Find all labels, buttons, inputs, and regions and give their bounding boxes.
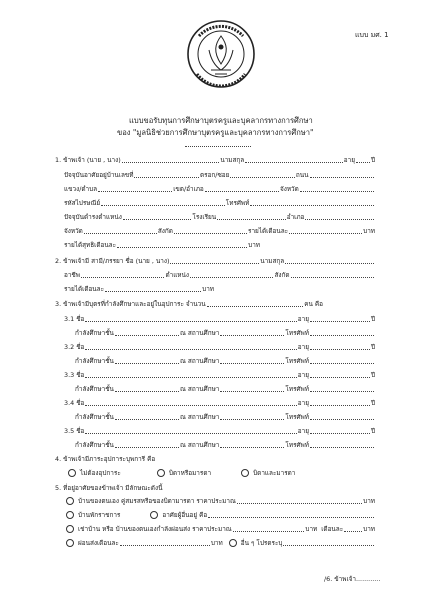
s5-opt1-unit: บาท bbox=[363, 497, 375, 505]
s1-position-field[interactable] bbox=[123, 213, 192, 220]
s4-opt3-label: บิดาและมารดา bbox=[253, 469, 296, 477]
child-row-b bbox=[75, 357, 375, 365]
child-phone-field[interactable] bbox=[310, 441, 374, 448]
child-row-b bbox=[75, 413, 375, 421]
s1-age-field[interactable] bbox=[356, 156, 370, 163]
child-phone-label: โทรศัพท์ bbox=[285, 329, 309, 337]
s1-income-label: รายได้เดือนละ bbox=[248, 227, 289, 235]
s1-row3 bbox=[64, 185, 375, 193]
s4-opt3[interactable] bbox=[241, 469, 295, 477]
s2-surname-field[interactable] bbox=[285, 257, 374, 264]
s1-baht-label: บาท bbox=[363, 227, 375, 235]
s5-text: ที่อยู่อาศัยของข้าพเจ้า มีลักษณะดังนี้ bbox=[63, 484, 163, 492]
s1-age-label: อายุ bbox=[343, 156, 355, 164]
s1-row1 bbox=[55, 156, 375, 164]
s1-row4 bbox=[64, 199, 375, 207]
s2-surname-label: นามสกุล bbox=[260, 257, 285, 265]
child-phone-label: โทรศัพท์ bbox=[285, 385, 309, 393]
s1-amphoe-label: อำเภอ bbox=[286, 213, 305, 221]
s5-opt4-unit: บาท bbox=[210, 539, 223, 547]
child-age-field[interactable] bbox=[310, 427, 370, 434]
s3-num: 3. bbox=[55, 300, 62, 308]
s2-row1 bbox=[55, 257, 375, 265]
foundation-logo bbox=[185, 14, 257, 96]
s5-heading bbox=[55, 484, 162, 492]
s1-subdistrict-label: แขวง/ตำบล bbox=[64, 185, 98, 193]
s2-occupation-label: อาชีพ bbox=[64, 271, 80, 279]
child-idx: 3.5 bbox=[64, 427, 75, 435]
s3-count-field[interactable] bbox=[207, 300, 304, 307]
s1-net-income-label: รายได้สุทธิเดือนละ bbox=[64, 241, 117, 249]
radio-circle-icon[interactable] bbox=[66, 525, 74, 533]
child-phone-label: โทรศัพท์ bbox=[285, 357, 309, 365]
child-phone-field[interactable] bbox=[310, 385, 374, 392]
s5-opt1-label: บ้านของตนเอง คู่สมรสหรือของบิดามารดา ราคาประมาณ bbox=[78, 497, 236, 505]
child-idx: 3.4 bbox=[64, 399, 75, 407]
s1-name-field[interactable] bbox=[122, 156, 220, 163]
s4-options bbox=[68, 469, 295, 477]
child-name-field[interactable] bbox=[85, 343, 296, 350]
s5-opt1-row bbox=[66, 497, 375, 505]
child-row-b bbox=[75, 385, 375, 393]
s2-row2 bbox=[64, 271, 375, 279]
s4-opt2[interactable] bbox=[157, 469, 211, 477]
s5-opt3-row bbox=[66, 525, 375, 533]
child-phone-field[interactable] bbox=[310, 413, 374, 420]
s2-affiliation-field[interactable] bbox=[291, 271, 374, 278]
child-row-b bbox=[75, 329, 375, 337]
s1-school-label: โรงเรียน bbox=[192, 213, 217, 221]
s4-text: ข้าพเจ้ามีภาระอุปการะบุพการี คือ bbox=[63, 455, 156, 463]
child-name-label: ชื่อ bbox=[76, 371, 85, 379]
s4-heading bbox=[55, 455, 155, 463]
child-name-label: ชื่อ bbox=[76, 399, 85, 407]
child-grade-label: กำลังศึกษาชั้น bbox=[75, 357, 114, 365]
s1-province-label: จังหวัด bbox=[279, 185, 299, 193]
s1-phone-field[interactable] bbox=[250, 199, 374, 206]
s4-opt1[interactable] bbox=[68, 469, 121, 477]
s2-position-label: ตำแหน่ง bbox=[165, 271, 190, 279]
s2-income-label: รายได้เดือนละ bbox=[64, 285, 105, 293]
s4-num: 4. bbox=[55, 455, 62, 463]
child-at-label: ณ สถานศึกษา bbox=[179, 441, 220, 449]
s5-opt2b-label: อาศัยผู้อื่นอยู่ คือ bbox=[162, 511, 208, 519]
child-idx: 3.2 bbox=[64, 343, 75, 351]
child-age-label: อายุ bbox=[297, 427, 309, 435]
s1-phone-label: โทรศัพท์ bbox=[225, 199, 250, 207]
child-at-label: ณ สถานศึกษา bbox=[179, 357, 220, 365]
child-phone-label: โทรศัพท์ bbox=[285, 441, 309, 449]
s2-spouse-field[interactable] bbox=[170, 257, 259, 264]
child-year-label: ปี bbox=[370, 371, 375, 379]
s1-district-label: เขต/อำเภอ bbox=[173, 185, 204, 193]
child-grade-label: กำลังศึกษาชั้น bbox=[75, 329, 114, 337]
s1-postcode-label: รหัสไปรษณีย์ bbox=[64, 199, 101, 207]
child-name-field[interactable] bbox=[85, 371, 296, 378]
s1-address-field[interactable] bbox=[134, 171, 199, 178]
child-grade-field[interactable] bbox=[115, 329, 179, 336]
child-row-a bbox=[64, 343, 375, 351]
s5-opt2-row bbox=[66, 511, 375, 519]
child-grade-field[interactable] bbox=[115, 385, 179, 392]
radio-circle-icon bbox=[241, 469, 249, 477]
s1-road-field[interactable] bbox=[310, 171, 375, 178]
child-name-field[interactable] bbox=[85, 315, 296, 322]
child-age-field[interactable] bbox=[310, 371, 370, 378]
s1-affiliation-label: สังกัด bbox=[157, 227, 173, 235]
child-name-field[interactable] bbox=[85, 399, 296, 406]
s5-opt3-label: เช่าบ้าน หรือ บ้านของตนเองกำลังผ่อนส่ง ราคาประมาณ bbox=[78, 525, 232, 533]
s1-address-label: ปัจจุบันอาศัยอยู่บ้านเลขที่ bbox=[64, 171, 134, 179]
s1-income-field[interactable] bbox=[289, 227, 362, 234]
child-grade-field[interactable] bbox=[115, 357, 179, 364]
s1-changwat-field[interactable] bbox=[84, 227, 157, 234]
child-year-label: ปี bbox=[370, 315, 375, 323]
radio-circle-icon[interactable] bbox=[150, 511, 158, 519]
child-at-field[interactable] bbox=[220, 385, 284, 392]
s3-unit: คน คือ bbox=[304, 300, 323, 308]
s1-soi-label: ตรอก/ซอย bbox=[200, 171, 230, 179]
child-age-label: อายุ bbox=[297, 399, 309, 407]
radio-circle-icon[interactable] bbox=[66, 497, 74, 505]
s2-occupation-field[interactable] bbox=[81, 271, 164, 278]
s5-opt3-price-field[interactable] bbox=[233, 525, 305, 532]
s2-affiliation-label: สังกัด bbox=[274, 271, 290, 279]
s1-subdistrict-field[interactable] bbox=[98, 185, 172, 192]
radio-circle-icon[interactable] bbox=[66, 539, 74, 547]
s2-spouse-label: ข้าพเจ้ามี สามี/ภรรยา ชื่อ (นาย , นาง) bbox=[63, 257, 170, 265]
child-phone-field[interactable] bbox=[310, 357, 374, 364]
child-at-label: ณ สถานศึกษา bbox=[179, 413, 220, 421]
child-grade-label: กำลังศึกษาชั้น bbox=[75, 385, 114, 393]
child-phone-label: โทรศัพท์ bbox=[285, 413, 309, 421]
child-grade-field[interactable] bbox=[115, 441, 179, 448]
form-subtitle: ของ "มูลนิธิช่วยการศึกษาบุตรครูและบุคลากรทางการศึกษา" bbox=[117, 128, 314, 137]
s5-opt4-label: ผ่อนส่งเดือนละ bbox=[78, 539, 119, 547]
child-at-field[interactable] bbox=[220, 441, 284, 448]
s2-income-field[interactable] bbox=[105, 285, 201, 292]
child-grade-field[interactable] bbox=[115, 413, 179, 420]
s4-opt2-label: บิดาหรือมารดา bbox=[168, 469, 212, 477]
s1-province-field[interactable] bbox=[300, 185, 374, 192]
child-name-label: ชื่อ bbox=[76, 315, 85, 323]
s1-affiliation-field[interactable] bbox=[174, 227, 247, 234]
child-age-label: อายุ bbox=[297, 343, 309, 351]
s1-changwat-label: จังหวัด bbox=[64, 227, 83, 235]
s1-year-label: ปี bbox=[370, 156, 376, 164]
s5-opt3-unit: บาท bbox=[305, 525, 318, 533]
s1-school-field[interactable] bbox=[217, 213, 286, 220]
s1-row2 bbox=[64, 171, 375, 179]
s2-baht-label: บาท bbox=[202, 285, 214, 293]
s5-opt2-label: บ้านพักราชการ bbox=[78, 511, 121, 519]
s1-amphoe-field[interactable] bbox=[305, 213, 374, 220]
child-row-a bbox=[64, 315, 375, 323]
child-year-label: ปี bbox=[370, 427, 375, 435]
s3-row bbox=[55, 300, 323, 308]
child-grade-label: กำลังศึกษาชั้น bbox=[75, 441, 114, 449]
radio-circle-icon[interactable] bbox=[229, 539, 237, 547]
child-name-label: ชื่อ bbox=[76, 427, 85, 435]
s3-text: ข้าพเจ้ามีบุตรที่กำลังศึกษาและอยู่ในอุปการะ จำนวน bbox=[63, 300, 206, 308]
s2-num: 2. bbox=[55, 257, 62, 265]
child-idx: 3.1 bbox=[64, 315, 75, 323]
s5-opt3-month-label: เดือนละ bbox=[321, 525, 344, 533]
s5-opt4b-label: อื่น ๆ โปรดระบุ bbox=[240, 539, 283, 547]
child-row-b bbox=[75, 441, 375, 449]
s5-opt4b-field[interactable] bbox=[283, 539, 374, 546]
child-row-a bbox=[64, 371, 375, 379]
s5-opt2b-field[interactable] bbox=[208, 511, 374, 518]
child-at-field[interactable] bbox=[220, 357, 284, 364]
form-title: แบบขอรับทุนการศึกษาบุตรครูและบุคลากรทางการศึกษา bbox=[129, 116, 313, 125]
child-year-label: ปี bbox=[370, 399, 375, 407]
child-at-field[interactable] bbox=[220, 413, 284, 420]
child-age-field[interactable] bbox=[310, 343, 370, 350]
s2-row3 bbox=[64, 285, 214, 293]
child-age-label: อายุ bbox=[297, 315, 309, 323]
child-age-field[interactable] bbox=[310, 315, 370, 322]
child-at-field[interactable] bbox=[220, 329, 284, 336]
s1-postcode-field[interactable] bbox=[101, 199, 225, 206]
s5-opt3-unit2: บาท bbox=[363, 525, 375, 533]
child-name-label: ชื่อ bbox=[76, 343, 85, 351]
continued-note: /6. ข้าพเจ้า............ bbox=[324, 575, 381, 583]
child-name-field[interactable] bbox=[85, 427, 296, 434]
child-row-a bbox=[64, 399, 375, 407]
s1-surname-field[interactable] bbox=[245, 156, 343, 163]
s1-road-label: ถนน bbox=[295, 171, 309, 179]
child-age-label: อายุ bbox=[297, 371, 309, 379]
s1-row7 bbox=[64, 241, 260, 249]
s1-row5 bbox=[64, 213, 375, 221]
radio-circle-icon bbox=[157, 469, 165, 477]
s1-num: 1. bbox=[55, 156, 62, 164]
s1-soi-field[interactable] bbox=[230, 171, 295, 178]
s2-position-field[interactable] bbox=[190, 271, 273, 278]
s5-num: 5. bbox=[55, 484, 62, 492]
child-year-label: ปี bbox=[370, 343, 375, 351]
s1-baht2-label: บาท bbox=[248, 241, 260, 249]
child-at-label: ณ สถานศึกษา bbox=[179, 329, 220, 337]
s1-name-label: ข้าพเจ้า (นาย , นาง) bbox=[63, 156, 121, 164]
child-grade-label: กำลังศึกษาชั้น bbox=[75, 413, 114, 421]
child-idx: 3.3 bbox=[64, 371, 75, 379]
s5-opt1-field[interactable] bbox=[237, 497, 362, 504]
radio-circle-icon bbox=[68, 469, 76, 477]
s1-district-field[interactable] bbox=[205, 185, 279, 192]
s4-opt1-label: ไม่ต้องอุปการะ bbox=[80, 469, 121, 477]
s5-opt4-field[interactable] bbox=[120, 539, 210, 546]
s1-position-label: ปัจจุบันดำรงตำแหน่ง bbox=[64, 213, 122, 221]
s5-opt4-row bbox=[66, 539, 375, 547]
s1-row6 bbox=[64, 227, 375, 235]
child-at-label: ณ สถานศึกษา bbox=[179, 385, 220, 393]
s1-net-income-field[interactable] bbox=[117, 241, 247, 248]
child-row-a bbox=[64, 427, 375, 435]
title-underline bbox=[185, 146, 251, 147]
child-phone-field[interactable] bbox=[310, 329, 374, 336]
form-code: แบบ มศ. 1 bbox=[355, 31, 389, 39]
s5-opt3-month-field[interactable] bbox=[344, 525, 362, 532]
child-age-field[interactable] bbox=[310, 399, 370, 406]
radio-circle-icon[interactable] bbox=[66, 511, 74, 519]
s1-surname-label: นามสกุล bbox=[220, 156, 245, 164]
